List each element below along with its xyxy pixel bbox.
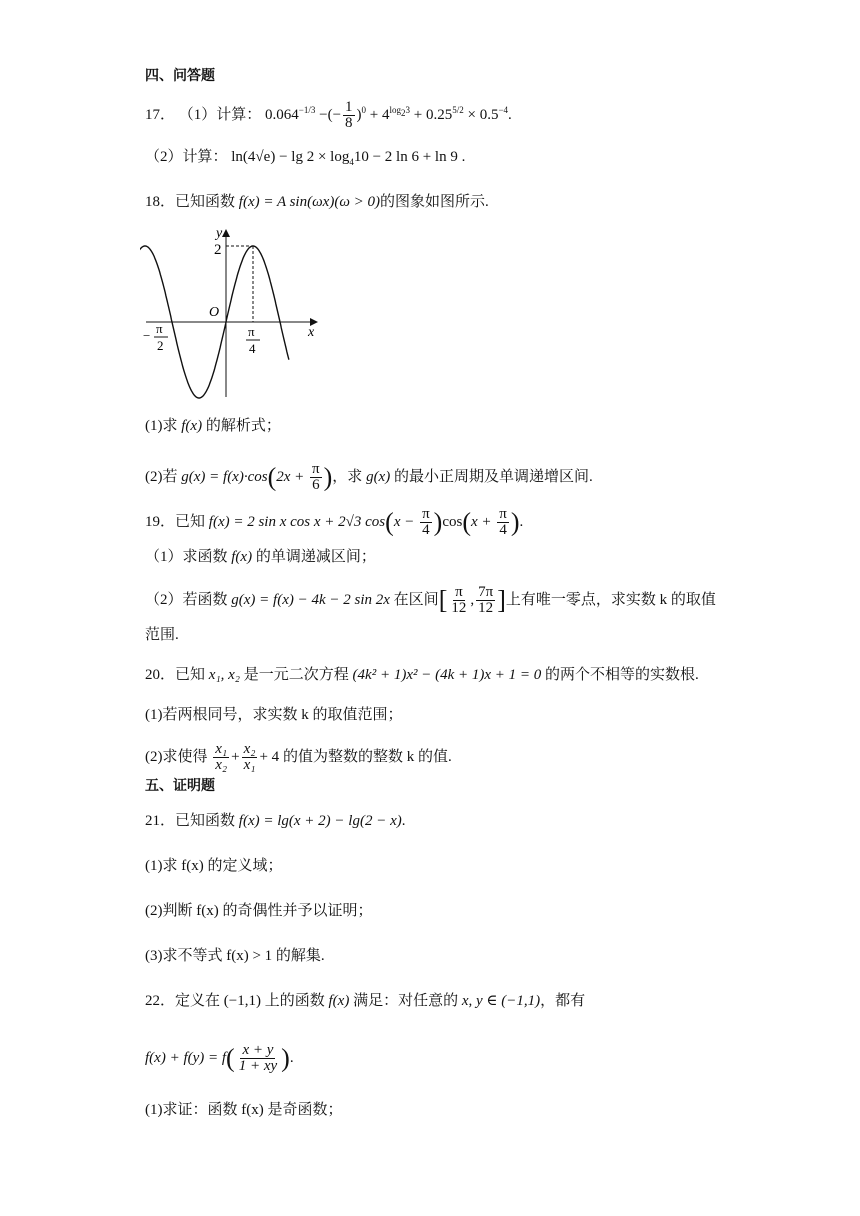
q17-part1 <box>145 100 512 131</box>
q22-eq-lhs: f(x) + f(y) = f <box>145 1049 227 1066</box>
q18-p2-lparen: ( <box>267 462 277 492</box>
q22-eq-frac <box>237 1043 279 1074</box>
q20-part1: (1)若两根同号，求实数 k 的取值范围； <box>145 707 403 723</box>
q20-plus4: + 4 <box>259 748 280 765</box>
q19-arg1-pre: x − <box>393 513 419 530</box>
q17-e1-minus: −(− <box>319 107 342 123</box>
q22-intro-post: ，都有 <box>540 993 586 1009</box>
q17-e2-expr: ln(4√e) − lg 2 × log <box>231 149 350 165</box>
q20-number: 20． <box>145 667 176 683</box>
q18-number: 18． <box>145 194 176 210</box>
q18-p2-arg-pre: 2x + <box>276 468 309 485</box>
graph-tick-left-sign: − <box>143 328 151 343</box>
q20-roots: x₁, x₂ <box>208 667 241 683</box>
q21-part1: (1)求 f(x) 的定义域； <box>145 858 283 874</box>
q17-e1-frac-den: 8 <box>345 115 353 132</box>
q17-e1-plus025: + 0.25 <box>413 107 453 123</box>
q19-intro-pre: 已知 <box>175 513 209 530</box>
q21-intro-end: . <box>401 813 406 829</box>
q19-lbracket: [ <box>438 585 448 615</box>
q20-f2-den: x₁ <box>243 757 256 773</box>
q19-frac-2 <box>497 507 509 538</box>
q22-intro-mid2: 满足：对任意的 <box>349 993 462 1009</box>
q17-e2-sub: 4 <box>349 157 354 167</box>
q18-p2-frac-num: π <box>312 461 320 477</box>
q22-part1: (1)求证：函数 f(x) 是奇函数； <box>145 1102 343 1118</box>
q22-vars: x, y ∈ (−1,1) <box>461 993 541 1009</box>
q18-p2-g: g(x) <box>366 468 391 485</box>
q18-p2-pre: (2)若 <box>145 468 182 485</box>
q17-e2-rest: 10 − 2 ln 6 + ln 9 <box>353 149 458 165</box>
graph-tick-left-den: 2 <box>157 338 164 353</box>
graph-x-label: x <box>308 325 315 340</box>
q17-e1-exp3: −4 <box>498 105 509 115</box>
q19-number: 19． <box>145 513 176 530</box>
q17-e1-frac <box>343 100 355 131</box>
q22-equation <box>145 1043 294 1074</box>
q22-domain: (−1,1) <box>223 993 261 1009</box>
section-title-qa: 四、问答题 <box>145 68 215 84</box>
q20-f1-num: x₁ <box>215 741 228 757</box>
q20-frac-1 <box>213 742 229 773</box>
q18-part2 <box>145 462 593 493</box>
q18-intro-expr: f(x) = A sin(ωx)(ω > 0) <box>238 194 381 210</box>
q22-intro <box>145 991 585 1011</box>
q19-frac-1 <box>420 507 432 538</box>
graph-tick-right-num: π <box>248 324 255 339</box>
q22-rparen: ) <box>281 1043 290 1073</box>
q19-p2-post: 上有唯一零点，求实数 k 的取值 <box>505 591 716 608</box>
q17-part2 <box>145 147 465 172</box>
q17-e1-log: log <box>389 105 402 115</box>
q18-part1 <box>145 416 281 436</box>
q19-p2-mid: 在区间 <box>389 591 439 608</box>
q17-part1-label: （1）计算： <box>178 107 262 123</box>
q19-frac2-num: π <box>499 506 507 522</box>
q17-e1-exp: −1/3 <box>298 105 316 115</box>
q19-part1 <box>145 547 376 567</box>
q18-p1-post: 的解析式； <box>202 418 281 434</box>
graph-origin-label: O <box>209 305 220 320</box>
q17-e1-log-arg: 3 <box>405 105 411 115</box>
q19-p1-post: 的单调递减区间； <box>252 549 376 565</box>
q19-part2: （2）若函数 g(x) = f(x) − 4k − 2 sin 2x 在区间[ $\frac{\pi}{12}$ , $\frac{7\pi}{12}$ ]上有唯一零点，求实数 k 的取值 <box>145 584 716 616</box>
q19-frac2-den: 4 <box>499 522 507 538</box>
sine-graph <box>140 225 325 405</box>
graph-tick-left-num: π <box>156 321 163 336</box>
q19-lparen-1: ( <box>385 507 394 537</box>
q19-cos2: cos <box>442 513 463 530</box>
q20-intro-post: 的两个不相等的实数根. <box>541 667 699 683</box>
q22-eq-end: . <box>289 1049 294 1066</box>
q19-p2-pre: （2）若函数 <box>145 591 232 608</box>
q20-intro <box>145 665 699 685</box>
q19-int-a-num: π <box>455 584 463 600</box>
q19-part2-cont: 范围. <box>145 627 179 643</box>
q19-int-b-den: 12 <box>478 600 494 616</box>
q18-intro-pre: 已知函数 <box>175 194 239 210</box>
q20-p2-pre: (2)求使得 <box>145 748 212 765</box>
q19-rbracket: ] <box>497 585 506 615</box>
q21-intro <box>145 811 405 831</box>
q17-e1-frac-num: 1 <box>345 99 353 116</box>
q19-frac1-num: π <box>422 506 430 522</box>
q18-p1-pre: (1)求 <box>145 418 182 434</box>
q22-eq-den: 1 + xy <box>238 1058 278 1074</box>
q21-part3: (3)求不等式 f(x) > 1 的解集. <box>145 948 325 964</box>
q19-p1-pre: （1）求函数 <box>145 549 232 565</box>
q19-intro-expr: f(x) = 2 sin x cos x + 2√3 cos <box>208 513 386 530</box>
q19-frac1-den: 4 <box>422 522 430 538</box>
q19-int-a-den: 12 <box>451 600 467 616</box>
q22-fx: f(x) <box>328 993 350 1009</box>
q18-intro-post: 的图象如图所示. <box>380 194 489 210</box>
q20-intro-mid: 是一元二次方程 <box>240 667 353 683</box>
q20-frac-2 <box>242 742 258 773</box>
q17-e1-plus4: + 4 <box>369 107 390 123</box>
q17-part2-label: （2）计算： <box>145 149 228 165</box>
q20-plus: + <box>231 748 240 765</box>
q17-number: 17． <box>145 107 176 123</box>
q19-lparen-2: ( <box>462 507 472 537</box>
q18-p2-post: 的最小正周期及单调递增区间. <box>390 468 593 485</box>
q22-intro-mid: 上的函数 <box>260 993 329 1009</box>
q19-intro-end: . <box>519 513 524 530</box>
q17-e1-end: . <box>508 107 512 123</box>
q18-intro <box>145 192 489 212</box>
q20-f1-den: x₂ <box>215 757 228 773</box>
q22-number: 22． <box>145 993 176 1009</box>
q20-part2 <box>145 742 452 773</box>
q19-intro <box>145 507 523 538</box>
q17-e1-zero: 0 <box>361 105 367 115</box>
q18-p1-expr: f(x) <box>181 418 203 434</box>
q22-lparen: ( <box>226 1043 235 1073</box>
q19-rparen-2: ) <box>510 507 520 537</box>
q22-eq-num: x + y <box>242 1042 274 1058</box>
graph-max-label: 2 <box>214 242 222 258</box>
q19-p2-expr: g(x) = f(x) − 4k − 2 sin 2x <box>231 591 390 608</box>
q20-intro-pre: 已知 <box>175 667 209 683</box>
q17-e1-base: 0.064 <box>265 107 299 123</box>
q21-part2: (2)判断 f(x) 的奇偶性并予以证明； <box>145 903 373 919</box>
q18-p2-expr: g(x) = f(x)·cos <box>181 468 268 485</box>
q19-int-a <box>449 585 468 616</box>
q19-rparen-1: ) <box>433 507 443 537</box>
graph-tick-right-den: 4 <box>249 341 256 356</box>
q18-p2-frac-den: 6 <box>312 477 320 493</box>
q20-f2-num: x₂ <box>243 741 256 757</box>
q21-number: 21． <box>145 813 176 829</box>
q18-p2-rparen: ) <box>323 462 333 492</box>
q18-p2-frac <box>310 462 322 493</box>
q17-e1-close: ) <box>356 107 362 123</box>
q17-e1-log-sub: 2 <box>401 107 406 118</box>
graph-y-label: y <box>216 226 223 241</box>
q17-e2-end: . <box>461 149 466 165</box>
q17-e1-times: × 0.5 <box>467 107 499 123</box>
q21-intro-expr: f(x) = lg(x + 2) − lg(2 − x) <box>238 813 402 829</box>
q19-int-b <box>476 585 495 616</box>
section-title-proof: 五、证明题 <box>145 778 215 794</box>
q20-equation: (4k² + 1)x² − (4k + 1)x + 1 = 0 <box>352 667 542 683</box>
q22-intro-pre: 定义在 <box>175 993 224 1009</box>
q18-p2-mid: ，求 <box>332 468 367 485</box>
q19-arg2-pre: x + <box>471 513 496 530</box>
q19-p1-expr: f(x) <box>231 549 253 565</box>
q17-e1-exp2: 5/2 <box>452 105 464 115</box>
q20-p2-post: 的值为整数的整数 k 的值. <box>279 748 452 765</box>
q19-int-b-num: 7π <box>478 584 494 600</box>
y-axis-arrow <box>222 229 230 237</box>
q21-intro-pre: 已知函数 <box>175 813 239 829</box>
